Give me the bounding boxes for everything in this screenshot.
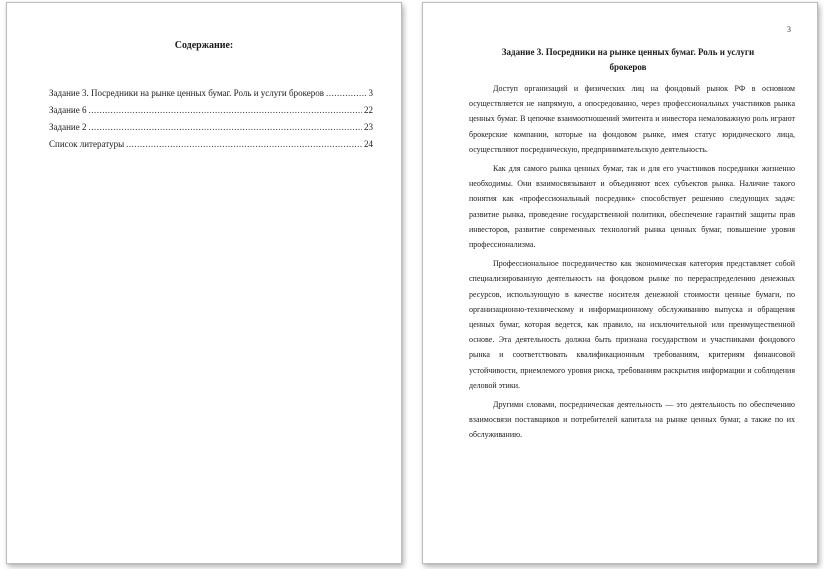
toc-heading: Содержание: [174,40,234,51]
toc-item-page: 3 [368,88,373,98]
toc-item-title: Задание 3. Посредники на рынке ценных бумаг. Роль и услуги брокеров [49,88,324,98]
toc-item-page: 22 [364,105,373,115]
table-of-contents [49,87,373,155]
page-number: 3 [787,25,791,34]
toc-item-page: 24 [364,139,373,149]
toc-dot-leader [126,138,362,150]
toc-item-title: Задание 2 [49,122,87,132]
section-heading-line: Задание 3. Посредники на рынке ценных бумаг. Роль и услуги [501,47,755,57]
toc-item-title: Список литературы [49,139,125,149]
toc-item[interactable] [49,138,373,155]
paragraph: Доступ организаций и физических лиц на фондовый рынок РФ в основном осуществляется не напрямую, а опосредованно, через профессиональных участников рынка ценных бумаг. В цепочке взаимоотношений эмитента и инвестора немаловажную роль играют брокерские компании, которые на фондовом рынке, имея статус юридического лица, осуществляют посредническую, предпринимательскую деятельность. [469,84,795,154]
paragraph: Профессиональное посредничество как экономическая категория представляет собой специализированную деятельность на фондовом рынке по перераспределению денежных ресурсов, использующую в качестве носителя денежной стоимости ценные бумаги, по организационно-техническому и информационному обслуживанию выпуска и обращения ценных бумаг, которая ведется, как правило, на исключительной или преимущественной основе. Эта деятельность должна быть признана государством и участниками фондового рынка и соответствовать квалификационным требованиям, критериям финансовой устойчивости, приемлемого уровня риска, требованиям раскрытия информации и соблюдения деловой этики. [469,259,795,390]
document-page-left [6,2,402,564]
paragraph: Как для самого рынка ценных бумаг, так и для его участников посредники жизненно необходимы. Они взаимосвязывают и объединяют всех субъектов рынка. Наличие такого понятия как «профессиональный посредник» способствует решению следующих задач: развитие рынка, проведение государственной политики, обеспечение гарантий защиты прав инвесторов, развитие современных технологий рынка ценных бумаг, повышение уровня профессионализма. [469,164,795,250]
section-heading [483,45,773,75]
document-page-right [422,2,818,564]
body-text [469,81,795,447]
paragraph: Другими словами, посредническая деятельность — это деятельность по обеспечению взаимосвязи поставщиков и потребителей капитала на рынке ценных бумаг, а также по их обслуживанию. [469,400,795,440]
toc-item-title: Задание 6 [49,105,87,115]
toc-item[interactable] [49,121,373,138]
toc-item[interactable] [49,104,373,121]
toc-item-page: 23 [364,122,373,132]
toc-dot-leader [88,104,362,116]
toc-item[interactable] [49,87,373,104]
toc-dot-leader [88,121,362,133]
toc-dot-leader [326,87,367,99]
section-heading-line: брокеров [609,62,647,72]
